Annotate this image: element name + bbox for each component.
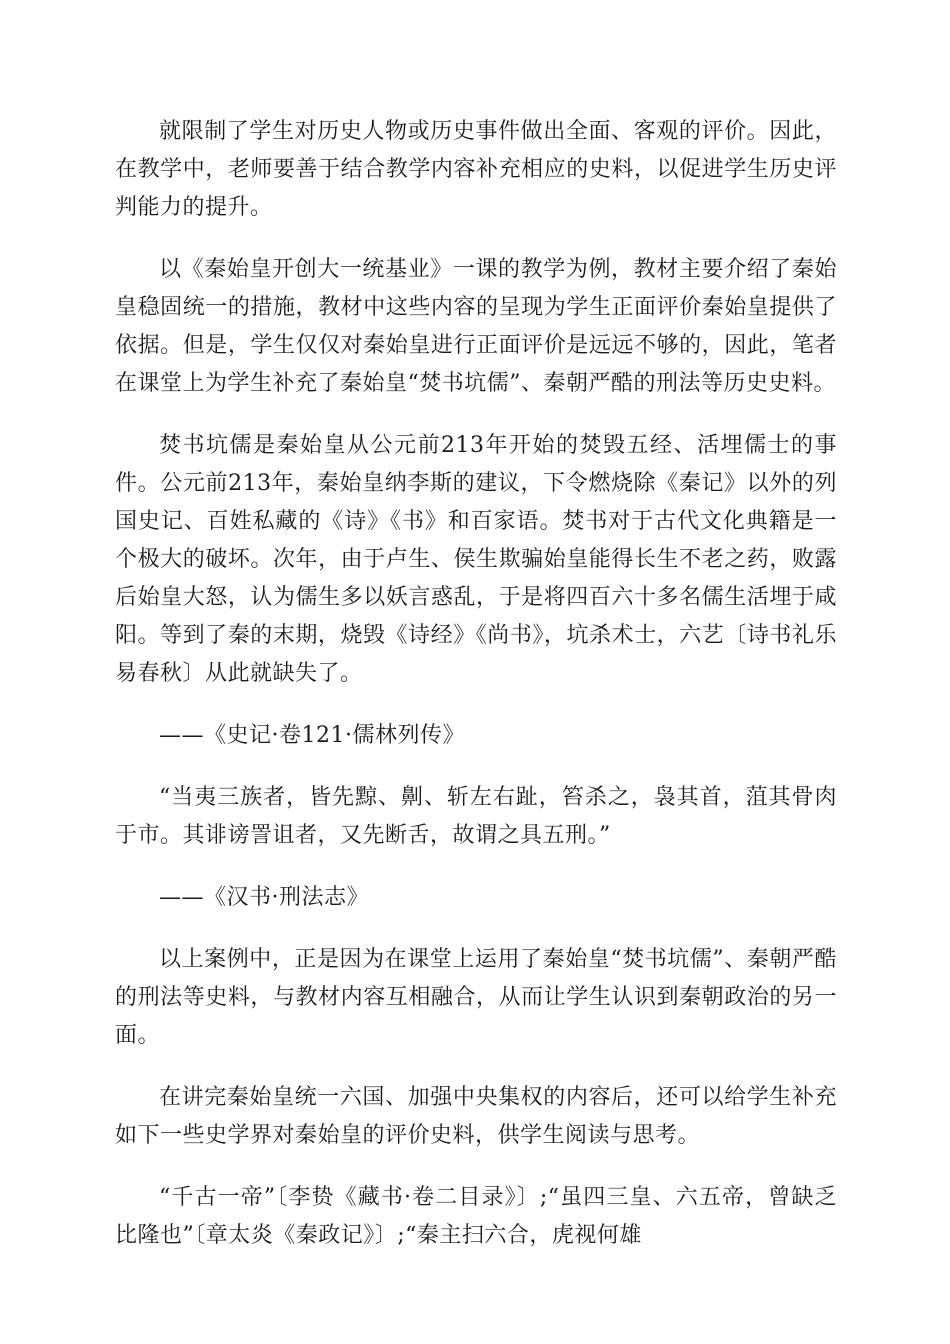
citation-shiji: ——《史记·卷121·儒林列传》 [159,723,465,748]
paragraph-supplement-intro: 在讲完秦始皇统一六国、加强中央集权的内容后，还可以给学生补充如下一些史学界对秦始皇的评价史料，供学生阅读与思考。 [115,1085,837,1148]
quote-hanshu: “当夷三族者，皆先黥、劓、斩左右趾，笞杀之，袅其首，菹其骨肉于市。其诽谤詈诅者，又先断舌，故谓之具五刑。” [115,785,837,848]
paragraph-case-summary: 以上案例中，正是因为在课堂上运用了秦始皇“焚书坑儒”、秦朝严酷的刑法等史料，与教材内容互相融合，从而让学生认识到秦朝政治的另一面。 [115,947,837,1048]
paragraph-burning-books: 焚书坑儒是秦始皇从公元前213年开始的焚毁五经、活埋儒士的事件。公元前213年，秦始皇纳李斯的建议，下令燃烧除《秦记》以外的列国史记、百姓私藏的《诗》《书》和百家语。焚书对于古代文化典籍是一个极大的破坏。次年，由于卢生、侯生欺骗始皇能得长生不老之药，败露后始皇大怒，认为儒生多以妖言惑乱，于是将四百六十多名儒生活埋于咸阳。等到了秦的末期，烧毁《诗经》《尚书》，坑杀术士，六艺〔诗书礼乐易春秋〕从此就缺失了。 [115,433,837,686]
document-body [115,113,837,1255]
paragraph-evaluation-intro: 就限制了学生对历史人物或历史事件做出全面、客观的评价。因此，在教学中，老师要善于结合教学内容补充相应的史料，以促进学生历史评判能力的提升。 [115,119,837,220]
paragraph-teaching-example: 以《秦始皇开创大一统基业》一课的教学为例，教材主要介绍了秦始皇稳固统一的措施，教材中这些内容的呈现为学生正面评价秦始皇提供了依据。但是，学生仅仅对秦始皇进行正面评价是远远不够的，因此，笔者在课堂上为学生补充了秦始皇“焚书坑儒”、秦朝严酷的刑法等历史史料。 [115,257,837,396]
paragraph-evaluations: “千古一帝”〔李贽《藏书·卷二目录》〕;“虽四三皇、六五帝，曾缺乏比隆也”〔章太炎《秦政记》〕;“秦主扫六合，虎视何雄 [115,1185,837,1248]
citation-hanshu: ——《汉书·刑法志》 [159,885,369,910]
